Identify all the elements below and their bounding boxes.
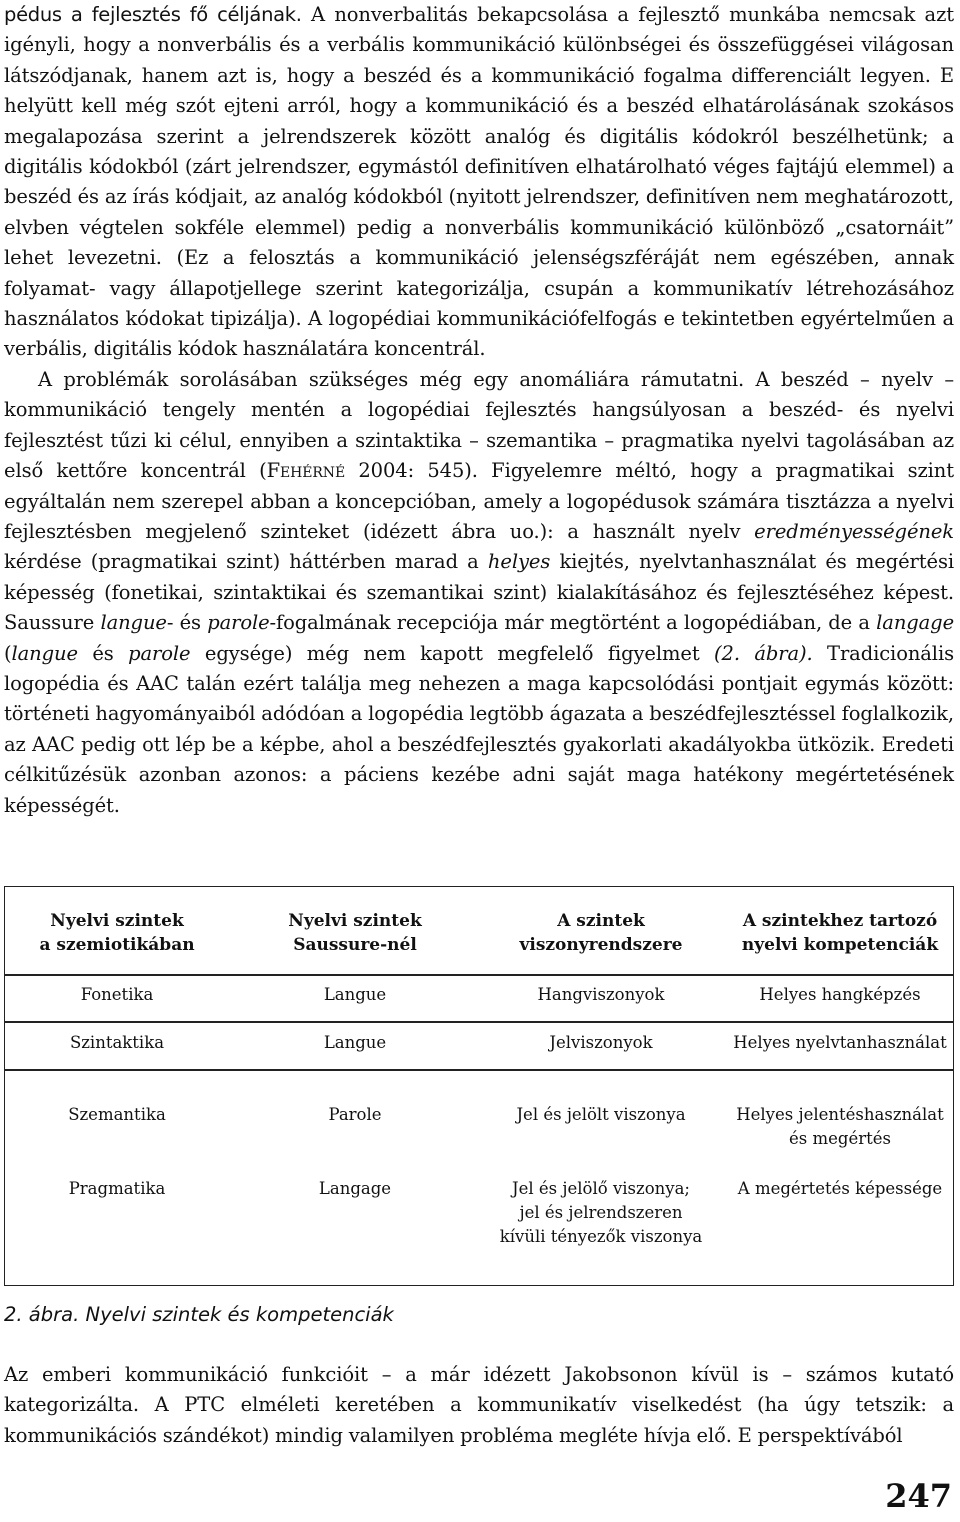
p2-emphasis: parole — [207, 611, 270, 635]
page — [4, 0, 954, 821]
figure-caption: 2. ábra. Nyelvi szintek és kompetenciák — [4, 1303, 394, 1326]
table-header: A szintek viszonyrendszere — [519, 911, 683, 955]
table-header: A szintekhez tartozó nyelvi kompetenciák — [741, 911, 939, 955]
table-rule — [5, 1021, 953, 1023]
paragraph-1-sentence-2: A nonverbalitás bekapcsolása a fejlesztő munkába nemcsak azt igényli, hogy a nonverbális és a verbális kommunikáció különbségei és összefüggései világosan látszódjanak, hanem azt is, hogy a beszéd és a kommunikáció fogalma differenciált legyen. — [4, 3, 954, 87]
p2-text: kiejtés, nyelvtanhasználat és megértési képesség (fonetikai, szintaktikai és szemantikai szint) kialakításához és fejlesztéséhez képest. Saussure — [4, 550, 954, 635]
paragraph-2 — [4, 365, 954, 821]
table-cell: Hangviszonyok — [537, 985, 665, 1004]
paragraph-1 — [4, 0, 954, 365]
p2-emphasis: helyes — [487, 550, 551, 574]
p2-emphasis: langue — [100, 611, 167, 635]
table-cell: Jel és jelölt viszonya — [516, 1105, 686, 1124]
p2-text: ( — [4, 641, 12, 665]
p2-text: - és — [166, 611, 208, 635]
p2-emphasis: parole — [128, 641, 191, 665]
paragraph-3: Az emberi kommunikáció funkcióit – a már idézett Jakobsonon kívül is – számos kutató kategorizálta. A PTC elméleti keretében a kommunikatív viselkedést (ha úgy tetszik: a kommunikációs szándékot) mindig valamilyen probléma megléte hívja elő. E perspektívából — [4, 1363, 954, 1447]
table-rule — [5, 974, 953, 976]
table-cell: Fonetika — [80, 985, 154, 1004]
p2-text: -fogalmának recepciója már megtörtént a logopédiában, de a — [269, 611, 877, 635]
table-header: Nyelvi szintek a szemiotikában — [39, 911, 195, 955]
p2-text: egysége) még nem kapott megfelelő figyelmet — [190, 641, 715, 665]
table-cell: Szemantika — [68, 1105, 166, 1124]
paragraph-1-sentence-1: pédus a fejlesztés fő céljának. — [4, 3, 302, 26]
table-cell: Helyes jelentéshasználat és megértés — [736, 1105, 944, 1148]
table-cell: Helyes nyelvtanhasználat — [733, 1033, 947, 1052]
table-cell: Szintaktika — [69, 1033, 165, 1052]
p2-emphasis: langue — [11, 641, 78, 665]
table-cell: Parole — [328, 1105, 382, 1124]
table-cell: Langue — [323, 985, 387, 1004]
table-cell: Jel és jelölő viszonya; jel és jelrendszeren kívüli tényezők viszonya — [499, 1179, 703, 1246]
p2-text: kérdése (pragmatikai szint) háttérben marad a — [4, 550, 488, 574]
page-number: 247 — [885, 1477, 952, 1515]
table-cell: Jelviszonyok — [549, 1033, 653, 1052]
table-header: Nyelvi szintek Saussure-nél — [288, 911, 422, 955]
table-cell: Helyes hangképzés — [759, 985, 921, 1004]
table-cell: Pragmatika — [68, 1179, 166, 1198]
p2-text: 2004: 545). Figyelemre méltó, hogy a pragmatikai szint egyáltalán nem szerepel abban a koncepcióban, amely a logopédusok számára tisztázza a nyelvi fejlesztésben megjelenő szinteket (idézett ábra uo.): a használt nyelv — [4, 459, 954, 543]
table-cell: Langage — [318, 1179, 392, 1198]
figure-reference: (2. ábra). — [714, 641, 813, 665]
p2-text: Tradicionális logopédia és AAC talán ezért találja meg nehezen a maga kapcsolódási pontjait egymás között: történeti hagyományaiból adódóan a logopédia legtöbb ágazata a beszédfejlesztéssel foglalkozik, az AAC pedig ott lép be a képbe, ahol a beszédfejlesztés gyakorlati akadályokba ütközik. Eredeti célkitűzésük azonban azonos: a páciens kezébe adni saját maga hatékony megértetésének képességét. — [4, 641, 954, 817]
citation-author: Fehérné — [266, 459, 346, 483]
p2-emphasis: langage — [876, 611, 955, 635]
table-cell: Langue — [323, 1033, 387, 1052]
paragraph-3-wrapper — [4, 1360, 954, 1451]
competency-table — [4, 886, 954, 1286]
table-rule — [5, 1069, 953, 1071]
table-cell: A megértetés képessége — [737, 1179, 943, 1198]
p2-emphasis: eredményességének — [754, 519, 954, 543]
paragraph-1-sentence-3: E helyütt kell még szót ejteni arról, hogy a kommunikáció és a beszéd elhatárolásának szokásos megalapozása szerint a jelrendszerek között analóg és digitális kódokról beszélhetünk; a digitális kódokból (zárt jelrendszer, egymástól definitíven elhatárolható véges fajtájú elemmel) a beszéd és az írás kódjait, az analóg kódokból (nyitott jelrendszer, definitíven nem meghatározott, elvben végtelen sokféle elemmel) pedig a nonverbális kommunikáció különböző „csatornáit” lehet levezetni. (Ez a felosztás a kommunikáció jelenségszféráját nem egészében, annak folyamat- vagy állapotjellege szerint kategorizálja, csupán a kommunikatív létrehozásához használatos kódokat tipizálja). A logopédiai kommunikációfelfogás e tekintetben egyértelműen a verbális, digitális kódok használatára koncentrál. — [4, 63, 954, 361]
p2-text: A problémák sorolásában szükséges még egy anomáliára rámutatni. A beszéd – nyelv – kommunikáció tengely mentén a logopédiai fejlesztés hangsúlyosan a beszéd- és nyelvi fejlesztést tűzi ki célul, ennyiben a szintaktika – szemantika – pragmatika nyelvi tagolásában az első kettőre koncentrál ( — [4, 367, 954, 483]
p2-text: és — [77, 641, 129, 665]
